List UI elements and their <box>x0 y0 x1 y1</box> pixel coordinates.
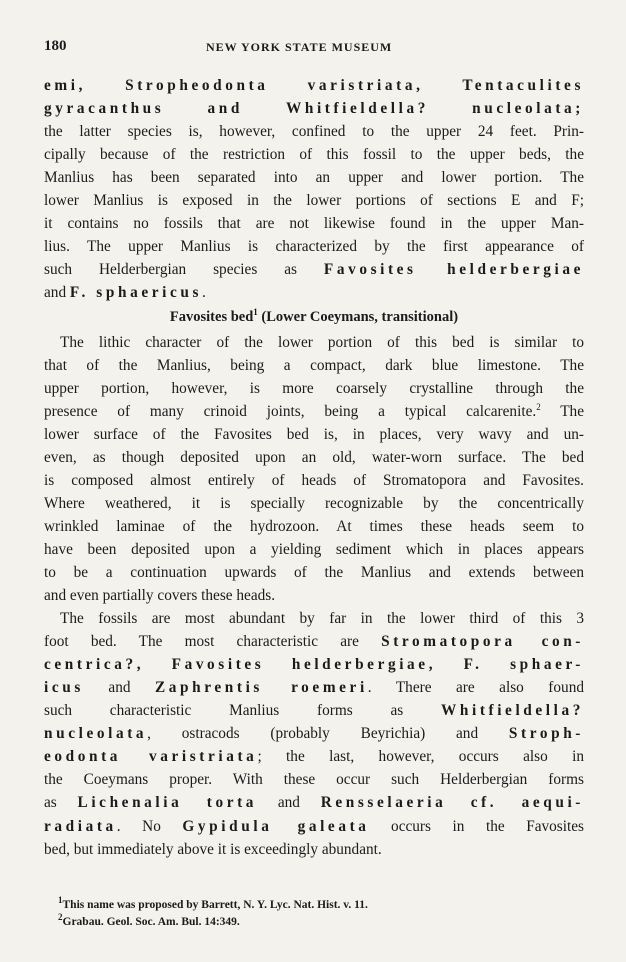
text-run: occurs in the Favosites <box>369 817 584 835</box>
text-run: . No <box>116 817 183 835</box>
text-line <box>44 699 584 722</box>
footnote-2 <box>58 914 578 931</box>
footnote-mark: 1 <box>58 895 63 906</box>
text-line: it contains no fossils that are not likewise found in the upper Man- <box>44 215 584 233</box>
text-run: and <box>257 794 321 812</box>
text-line: lower Manlius is exposed in the lower portions of sections E and F; <box>44 192 584 210</box>
text-run: . There are also found <box>367 679 584 697</box>
species-name: Zaphrentis roemeri <box>155 679 368 697</box>
text-run: such Helderbergian species as <box>44 261 324 279</box>
text-run: foot bed. The most characteristic are <box>44 633 382 651</box>
text-line: and even partially covers these heads. <box>44 587 276 605</box>
footnote-mark: 2 <box>58 912 63 923</box>
text-line: Manlius has been separated into an upper and lower portion. The <box>44 169 584 187</box>
page-number: 180 <box>44 38 67 54</box>
text-line: even, as though deposited upon an old, water-worn surface. The bed <box>44 448 584 466</box>
running-title: NEW YORK STATE MUSEUM <box>206 40 393 54</box>
footnote-ref: 2 <box>536 401 541 412</box>
text-line: centrica?, Favosites helderbergiae, F. sphaer- <box>44 656 584 674</box>
section-heading <box>44 306 584 329</box>
text-line <box>44 630 584 653</box>
species-name: Whitfieldella? <box>440 702 584 720</box>
text-line: is composed almost entirely of heads of Stromatopora and Favosites. <box>44 471 584 489</box>
heading-subtext: (Lower Coeymans, transitional) <box>257 309 459 326</box>
text-line <box>44 745 584 768</box>
text-line: The lithic character of the lower portion of this bed is similar to <box>60 333 584 351</box>
text-line: The fossils are most abundant by far in the lower third of this 3 <box>60 610 584 628</box>
text-line: lower surface of the Favosites bed is, in places, very wavy and un- <box>44 425 584 443</box>
footnote-1 <box>58 897 578 914</box>
body-text <box>44 74 584 861</box>
footnote-text: Grabau. Geol. Soc. Am. Bul. 14:349. <box>62 916 240 928</box>
text-run: . <box>202 284 206 302</box>
text-run: presence of many crinoid joints, being a typical calcarenite. <box>44 402 537 420</box>
text-line <box>44 791 584 814</box>
footnotes <box>58 897 578 931</box>
text-line: bed, but immediately above it is exceedingly abundant. <box>44 840 382 858</box>
text-line: emi, Stropheodonta varistriata, Tentaculites <box>44 77 584 94</box>
text-run: ; the last, however, occurs also in <box>257 748 584 766</box>
species-name: Favosites helderbergiae <box>323 261 584 279</box>
text-line: upper portion, however, is more coarsely crystalline through the <box>44 379 584 397</box>
text-line <box>44 815 584 838</box>
text-line: the latter species is, however, confined to the upper 24 feet. Prin- <box>44 123 584 141</box>
text-line: the Coeymans proper. With these occur such Helderbergian forms <box>44 771 584 789</box>
text-run: and <box>44 284 70 302</box>
species-name: Stromatopora con- <box>381 633 585 651</box>
footnote-text: This name was proposed by Barrett, N. Y. Lyc. Nat. Hist. v. 11. <box>62 899 368 911</box>
text-line: to be a continuation upwards of the Manlius and extends between <box>44 563 584 581</box>
text-run: , ostracods (probably Beyrichia) and <box>147 725 509 743</box>
text-line <box>44 400 584 423</box>
species-name: radiata <box>44 817 117 835</box>
species-name: F. sphaericus <box>69 284 203 302</box>
species-name: icus <box>44 679 84 697</box>
text-line: wrinkled laminae of the hydrozoon. At times these heads seem to <box>44 517 584 535</box>
text-line <box>44 258 584 281</box>
species-name: Lichenalia torta <box>77 794 258 812</box>
text-line <box>44 281 584 304</box>
text-run: and <box>83 679 155 697</box>
footnote-ref: 1 <box>253 307 258 318</box>
species-name: Gypidula galeata <box>182 817 370 835</box>
text-line <box>44 722 584 745</box>
text-line: cipally because of the restriction of this fossil to the upper beds, the <box>44 146 584 164</box>
page-header <box>44 38 584 58</box>
text-line: have been deposited upon a yielding sediment which in places appears <box>44 540 584 558</box>
text-run: such characteristic Manlius forms as <box>44 702 441 720</box>
text-line: Where weathered, it is specially recognizable by the concentrically <box>44 494 584 512</box>
species-name: eodonta varistriata <box>44 748 258 766</box>
species-name: Rensselaeria cf. aequi- <box>320 794 584 812</box>
heading-text: Favosites bed <box>169 309 254 326</box>
text-run: as <box>44 794 78 812</box>
text-run: The <box>540 402 584 420</box>
text-line: gyracanthus and Whitfieldella? nucleolata; <box>44 100 584 118</box>
text-line: lius. The upper Manlius is characterized by the first appearance of <box>44 238 584 256</box>
species-name: nucleolata <box>44 725 148 743</box>
text-line: that of the Manlius, being a compact, dark blue limestone. The <box>44 356 584 374</box>
species-name: Stroph- <box>508 725 584 743</box>
text-line <box>44 676 584 699</box>
